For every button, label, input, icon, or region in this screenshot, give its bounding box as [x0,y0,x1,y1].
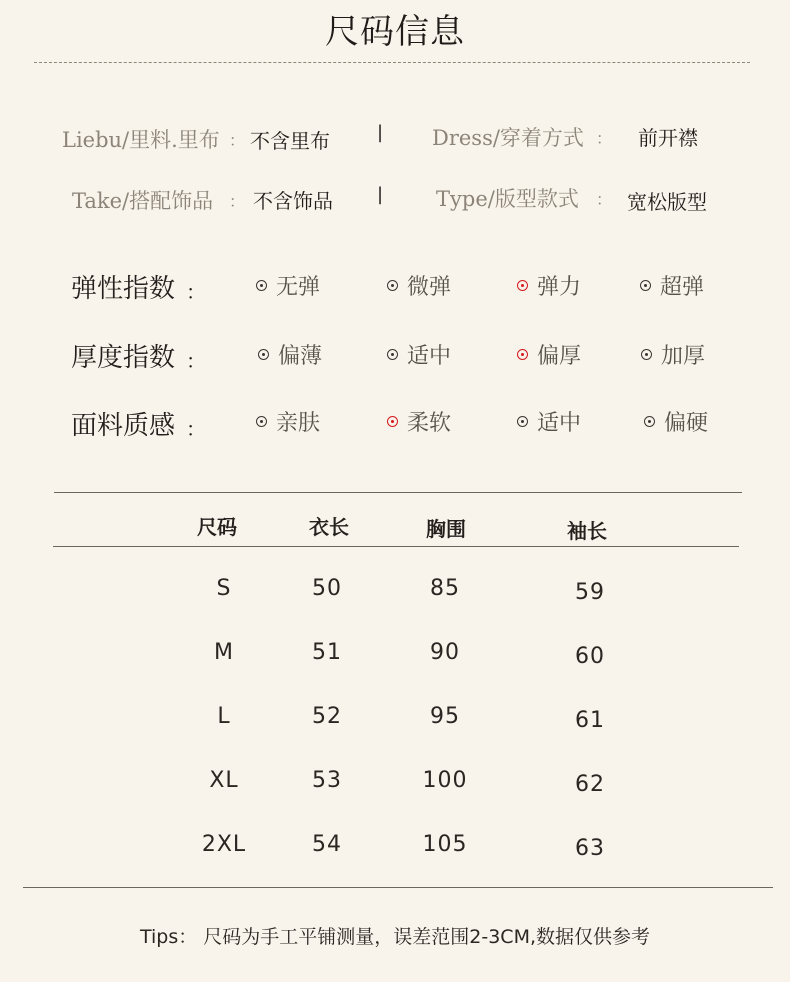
thickness-label: 厚度指数 [71,343,176,373]
dress-label: Dress/穿着方式 [432,126,584,150]
sleeve-cell: 62 [575,772,605,797]
texture-option[interactable]: 亲肤 [256,406,320,437]
lining-value: 不含里布 [250,129,330,153]
table-header-cell: 尺码 [197,515,237,539]
size-cell: S [216,576,232,601]
chest-cell: 90 [430,640,460,665]
table-bottom-rule [23,887,773,888]
radio-dot-icon [256,416,267,427]
dashed-divider [34,62,750,63]
elasticity-option[interactable]: 微弹 [387,270,451,301]
elasticity-option[interactable]: 无弹 [256,270,320,301]
radio-dot-icon [644,416,655,427]
elasticity-option[interactable]: 超弹 [640,270,704,301]
size-cell: XL [209,768,239,793]
chest-cell: 95 [430,704,460,729]
take-colon: ： [229,192,246,211]
texture-label: 面料质感 [71,411,176,441]
elasticity-label: 弹性指数 [71,274,176,304]
chest-cell: 85 [430,576,460,601]
thickness-colon: ： [186,349,206,373]
texture-option[interactable]: 适中 [517,406,581,437]
thickness-option[interactable]: 适中 [387,339,451,370]
radio-dot-icon [387,349,398,360]
sleeve-cell: 63 [575,836,605,861]
type-label: Type/版型款式 [436,187,579,211]
table-header-cell: 袖长 [567,519,607,543]
type-colon: ： [596,190,613,209]
thickness-option[interactable]: 偏薄 [258,339,322,370]
lining-label: Liebu/里料.里布 [62,128,220,152]
thickness-option-selected[interactable]: 偏厚 [517,339,581,370]
type-value: 宽松版型 [627,190,707,214]
length-cell: 50 [312,576,342,601]
radio-dot-icon [387,280,398,291]
length-cell: 51 [312,640,342,665]
texture-option[interactable]: 偏硬 [644,406,708,437]
take-value: 不含饰品 [253,189,333,213]
radio-dot-icon [256,280,267,291]
table-top-rule [54,492,742,493]
radio-dot-icon [517,416,528,427]
chest-cell: 105 [422,832,468,857]
radio-dot-icon [641,349,652,360]
table-header-rule [53,546,739,547]
dress-value: 前开襟 [638,126,698,150]
size-cell: M [214,640,234,665]
take-label: Take/搭配饰品 [72,189,214,213]
table-header-cell: 胸围 [426,517,466,541]
sleeve-cell: 60 [575,644,605,669]
elasticity-colon: ： [186,280,206,304]
chest-cell: 100 [422,768,468,793]
dress-colon: ： [596,129,613,148]
radio-dot-icon [258,349,269,360]
page-title: 尺码信息 [325,12,465,52]
radio-dot-icon [640,280,651,291]
radio-selected-icon [387,416,398,427]
sleeve-cell: 59 [575,580,605,605]
table-header-cell: 衣长 [309,515,349,539]
lining-colon: ： [229,131,246,150]
thickness-option[interactable]: 加厚 [641,339,705,370]
length-cell: 54 [312,832,342,857]
size-cell: L [217,704,231,729]
tips-note: Tips： 尺码为手工平铺测量，误差范围2-3CM,数据仅供参考 [139,926,651,948]
texture-colon: ： [186,417,206,441]
size-cell: 2XL [201,832,247,857]
texture-option-selected[interactable]: 柔软 [387,406,451,437]
length-cell: 52 [312,704,342,729]
radio-selected-icon [517,349,528,360]
elasticity-option-selected[interactable]: 弹力 [517,270,581,301]
length-cell: 53 [312,768,342,793]
radio-selected-icon [517,280,528,291]
info-separator: | [377,122,384,143]
sleeve-cell: 61 [575,708,605,733]
info-separator: | [377,184,384,205]
